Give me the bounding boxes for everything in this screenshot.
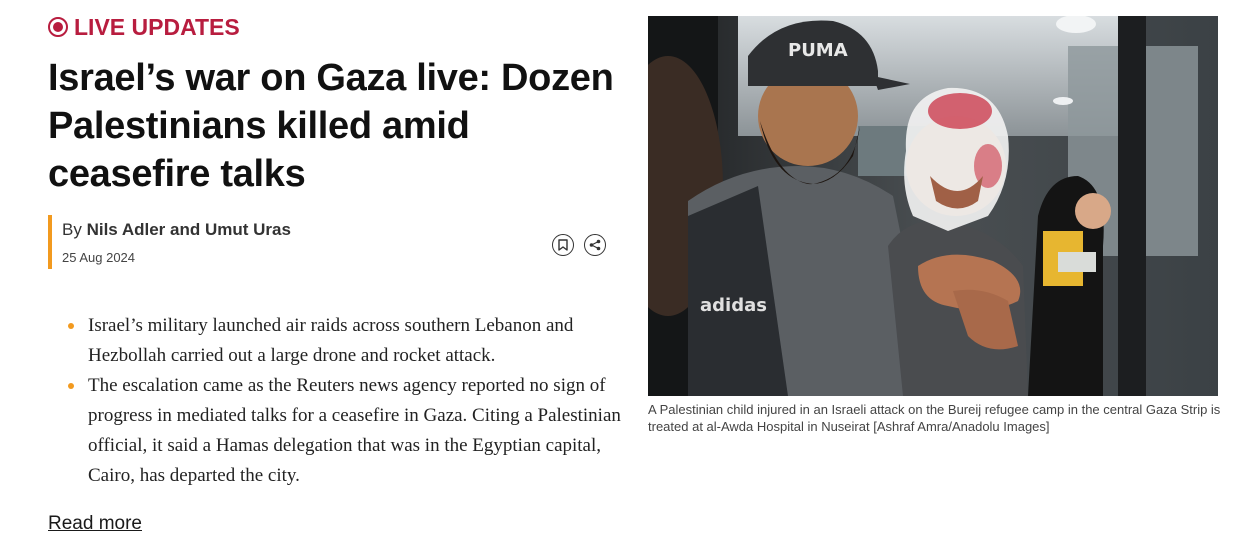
bookmark-icon: [558, 239, 568, 251]
photo-illustration: [648, 16, 1218, 396]
photo-caption: A Palestinian child injured in an Israeli attack on the Bureij refugee camp in the central Gaza Strip is treated at al-Awda Hospital in Nuseirat [Ashraf Amra/Anadolu Images]: [648, 402, 1221, 434]
article-actions: [552, 234, 606, 256]
byline-prefix: By: [62, 220, 82, 239]
author-names[interactable]: Nils Adler and Umut Uras: [86, 220, 291, 239]
list-item: Israel’s military launched air raids across southern Lebanon and Hezbollah carried out a large drone and rocket attack.: [68, 311, 628, 371]
headline: Israel’s war on Gaza live: Dozen Palestinians killed amid ceasefire talks: [48, 57, 614, 195]
article-photo[interactable]: [648, 16, 1218, 396]
read-more-link[interactable]: Read more: [48, 513, 142, 534]
live-updates-label: [48, 12, 628, 42]
bookmark-button[interactable]: [552, 234, 574, 256]
publish-date: 25 Aug 2024: [62, 250, 136, 265]
byline: [48, 215, 608, 269]
author-line: [62, 220, 608, 240]
share-button[interactable]: [584, 234, 606, 256]
share-icon: [589, 239, 601, 251]
cap-logo: PUMA: [788, 40, 848, 61]
article-header: [48, 12, 628, 198]
live-updates-text: LIVE UPDATES: [74, 13, 240, 40]
summary-list: [68, 311, 628, 491]
live-dot-icon: [48, 17, 68, 37]
list-item: The escalation came as the Reuters news agency reported no sign of progress in mediated talks for a ceasefire in Gaza. Citing a Palestinian official, it said a Hamas delegation that was in the Egyptian capital, Cairo, has departed the city.: [68, 371, 628, 491]
shirt-logo: adidas: [700, 295, 767, 316]
